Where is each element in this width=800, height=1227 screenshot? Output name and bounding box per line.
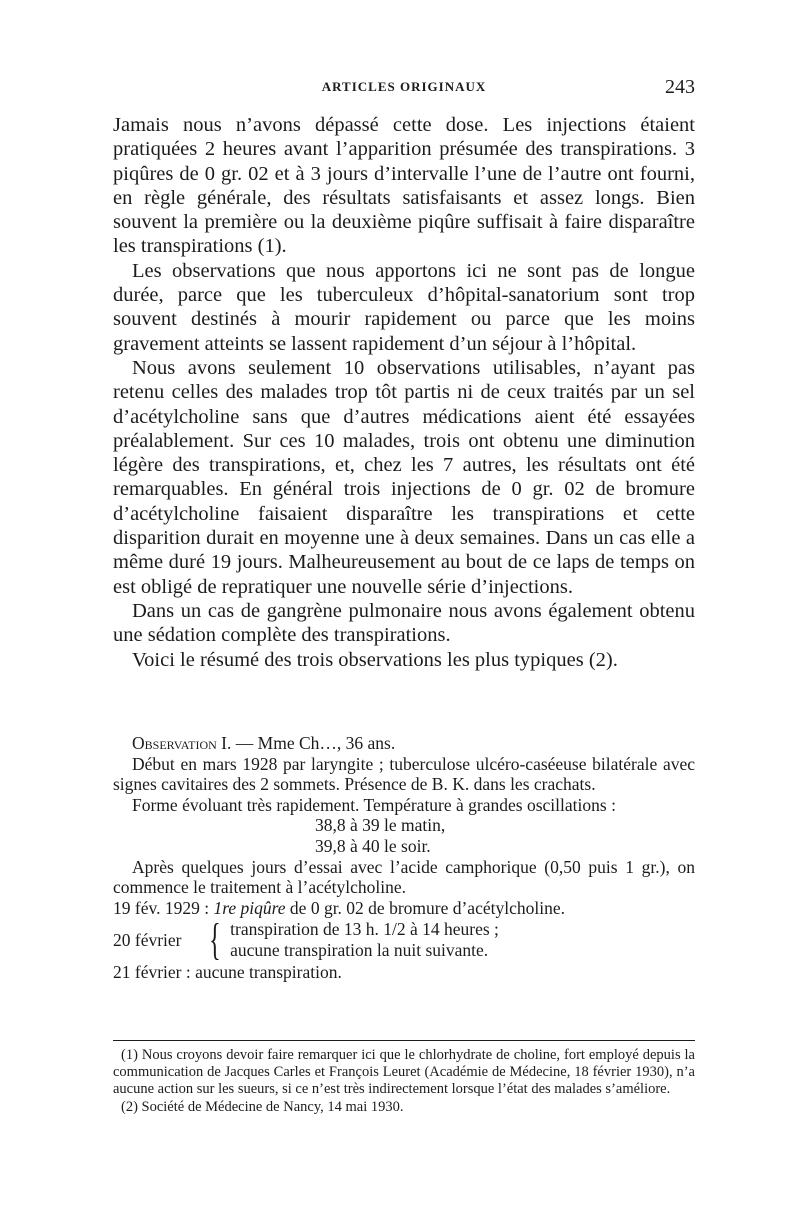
entry-19-fev: 19 fév. 1929 : 1re piqûre de 0 gr. 02 de bromure d’acétylcholine. xyxy=(113,897,565,918)
entry-20-line: aucune transpiration la nuit suivante. xyxy=(230,939,489,960)
paragraph: Dans un cas de gangrène pulmonaire nous avons également obtenu une sédation complète des transpirations. xyxy=(113,599,695,647)
paragraph: Jamais nous n’avons dépassé cette dose. Les injections étaient pratiquées 2 heures avant l’apparition présumée des transpirations. 3 piqûres de 0 gr. 02 et à 3 jours d’intervalle l’une de l’autre ont fourni, en règle générale, des résultats satisfaisants et assez longs. Bien souvent la première ou la deuxième piqûre suffisait à faire disparaître les transpirations (1). xyxy=(113,114,695,258)
footnote-2: (2) Société de Médecine de Nancy, 14 mai 1930. xyxy=(121,1098,404,1115)
running-header xyxy=(113,76,695,100)
running-title: ARTICLES ORIGINAUX xyxy=(321,79,487,94)
footnotes xyxy=(113,1047,695,1116)
entry-21-fevrier: 21 février : aucune transpiration. xyxy=(113,961,342,982)
observation-apres: Après quelques jours d’essai avec l’acide camphorique (0,50 puis 1 gr.), on commence le traitement à l’acétylcholine. xyxy=(113,856,695,898)
paragraph: Voici le résumé des trois observations les plus typiques (2). xyxy=(132,648,618,671)
entry-20-lines xyxy=(230,919,499,960)
observation-label: Observation I. xyxy=(132,733,232,753)
entry-20-fevrier xyxy=(113,914,695,964)
entry-20-line: transpiration de 13 h. 1/2 à 14 heures ; xyxy=(230,919,499,940)
temperature-morning: 38,8 à 39 le matin, xyxy=(315,815,446,836)
temperature-evening: 39,8 à 40 le soir. xyxy=(315,835,431,856)
footnote-1: (1) Nous croyons devoir faire remarquer ici que le chlorhydrate de choline, fort employé depuis la communication de Jacques Carles et François Leuret (Académie de Médecine, 18 février 1930), n’a aucune action sur les sueurs, si ce n’est très indirectement lorsque l’état des malades s’améliore. xyxy=(113,1047,695,1098)
temperature-list xyxy=(113,815,695,856)
entry-20-date: 20 février xyxy=(113,929,182,950)
observation-patient: — Mme Ch…, 36 ans. xyxy=(231,733,396,753)
paragraph: Nous avons seulement 10 observations utilisables, n’ayant pas retenu celles des malades trop tôt partis ni de ceux traités par un sel d’acétylcholine sans que d’autres médications aient été essayées préalablement. Sur ces 10 malades, trois ont obtenu une diminution légère des transpirations, et, chez les 7 autres, les résultats ont été remarquables. En général trois injections de 0 gr. 02 de bromure d’acétylcholine faisaient disparaître les transpirations et cette disparition durait en moyenne une à deux semaines. Dans un cas elle a même duré 19 jours. Malheureusement au bout de ce laps de temps on est obligé de repratiquer une nouvelle série d’injections. xyxy=(113,356,695,598)
footnote-rule xyxy=(113,1040,695,1041)
observation-block xyxy=(113,733,695,982)
page-number: 243 xyxy=(665,76,695,98)
observation-debut: Début en mars 1928 par laryngite ; tuberculose ulcéro-caséeuse bilatérale avec signes cavitaires des 2 sommets. Présence de B. K. dans les crachats. xyxy=(113,753,695,795)
main-text xyxy=(113,113,695,672)
curly-brace-icon: { xyxy=(209,914,221,964)
first-injection: 1re piqûre xyxy=(213,897,286,918)
observation-title xyxy=(113,733,695,754)
observation-forme: Forme évoluant très rapidement. Température à grandes oscillations : xyxy=(132,794,616,815)
paragraph: Les observations que nous apportons ici ne sont pas de longue durée, parce que les tuberculeux d’hôpital-sanatorium sont trop souvent destinés à mourir rapidement ou parce que les moins gravement atteints se lassent rapidement d’un séjour à l’hôpital. xyxy=(113,259,695,355)
